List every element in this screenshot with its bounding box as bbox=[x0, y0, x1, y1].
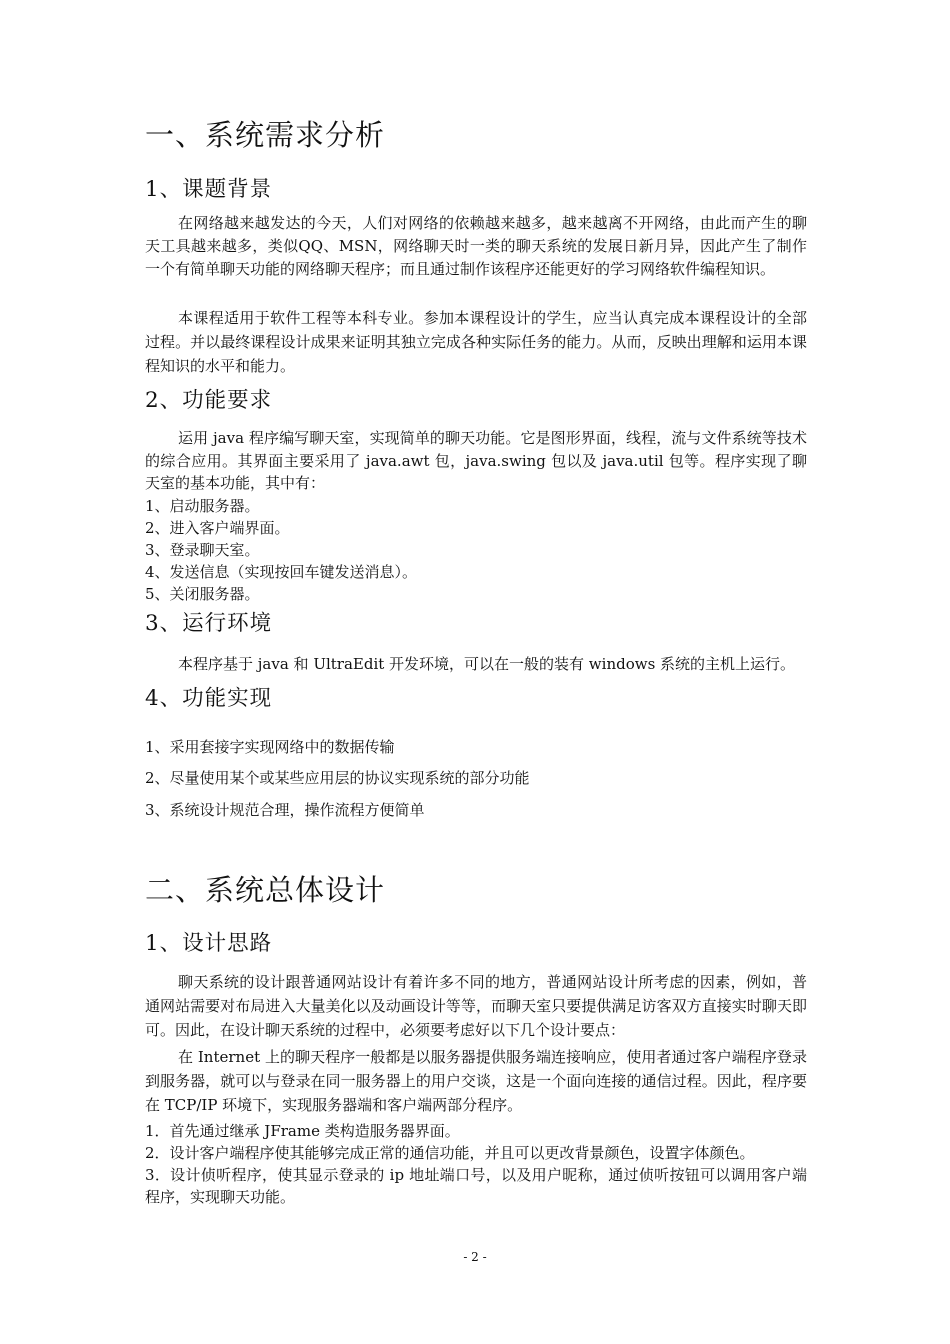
list-item: 1、采用套接字实现网络中的数据传输 bbox=[145, 738, 395, 756]
page-number: - 2 - bbox=[463, 1250, 487, 1264]
list-item: 3．设计侦听程序，使其显示登录的 ip 地址端口号，以及用户昵称，通过侦听按钮可以调用客户端程序，实现聊天功能。 bbox=[145, 1166, 807, 1206]
list-item: 3、登录聊天室。 bbox=[145, 541, 260, 559]
list-item: 4、发送信息（实现按回车键发送消息）。 bbox=[145, 563, 418, 581]
s1-heading-background: 1、课题背景 bbox=[145, 177, 273, 202]
s1-heading-requirements: 2、功能要求 bbox=[145, 388, 273, 413]
paragraph-design-2: 在 Internet 上的聊天程序一般都是以服务器提供服务端连接响应，使用者通过客户端程序登录到服务器，就可以与登录在同一服务器上的用户交谈，这是一个面向连接的通信过程。因此，程序要在 TCP/IP 环境下，实现服务器端和客户端两部分程序。 bbox=[145, 1048, 807, 1114]
s2-heading-design-ideas: 1、设计思路 bbox=[145, 931, 273, 956]
paragraph-design-1: 聊天系统的设计跟普通网站设计有着许多不同的地方，普通网站设计所考虑的因素，例如，普通网站需要对布局进入大量美化以及动画设计等等，而聊天室只要提供满足访客双方直接实时聊天即可。因此，在设计聊天系统的过程中，必须要考虑好以下几个设计要点： bbox=[145, 973, 807, 1039]
section1-heading: 一、系统需求分析 bbox=[145, 118, 386, 152]
s1-heading-environment: 3、运行环境 bbox=[145, 611, 273, 636]
paragraph-background-1: 在网络越来越发达的今天，人们对网络的依赖越来越多，越来越离不开网络，由此而产生的聊天工具越来越多，类似QQ、MSN，网络聊天时一类的聊天系统的发展日新月异，因此产生了制作一个有简单聊天功能的网络聊天程序；而且通过制作该程序还能更好的学习网络软件编程知识。 bbox=[145, 214, 807, 278]
s1-heading-implementation: 4、功能实现 bbox=[145, 686, 273, 711]
paragraph-environment: 本程序基于 java 和 UltraEdit 开发环境，可以在一般的装有 windows 系统的主机上运行。 bbox=[178, 655, 796, 673]
section2-heading: 二、系统总体设计 bbox=[145, 873, 386, 907]
paragraph-background-2: 本课程适用于软件工程等本科专业。参加本课程设计的学生，应当认真完成本课程设计的全部过程。并以最终课程设计成果来证明其独立完成各种实际任务的能力。从而，反映出理解和运用本课程知识的水平和能力。 bbox=[145, 309, 807, 375]
list-item: 2、进入客户端界面。 bbox=[145, 519, 290, 537]
list-item: 2．设计客户端程序使其能够完成正常的通信功能，并且可以更改背景颜色，设置字体颜色。 bbox=[145, 1144, 755, 1162]
list-item: 1．首先通过继承 JFrame 类构造服务器界面。 bbox=[145, 1122, 460, 1140]
list-item: 1、启动服务器。 bbox=[145, 497, 260, 515]
list-item: 3、系统设计规范合理，操作流程方便简单 bbox=[145, 801, 425, 819]
paragraph-requirements: 运用 java 程序编写聊天室，实现简单的聊天功能。它是图形界面，线程，流与文件系统等技术的综合应用。其界面主要采用了 java.awt 包，java.swing 包以及 java.util 包等。程序实现了聊天室的基本功能，其中有： bbox=[145, 429, 807, 492]
list-item: 2、尽量使用某个或某些应用层的协议实现系统的部分功能 bbox=[145, 769, 530, 787]
list-item: 5、关闭服务器。 bbox=[145, 585, 260, 603]
